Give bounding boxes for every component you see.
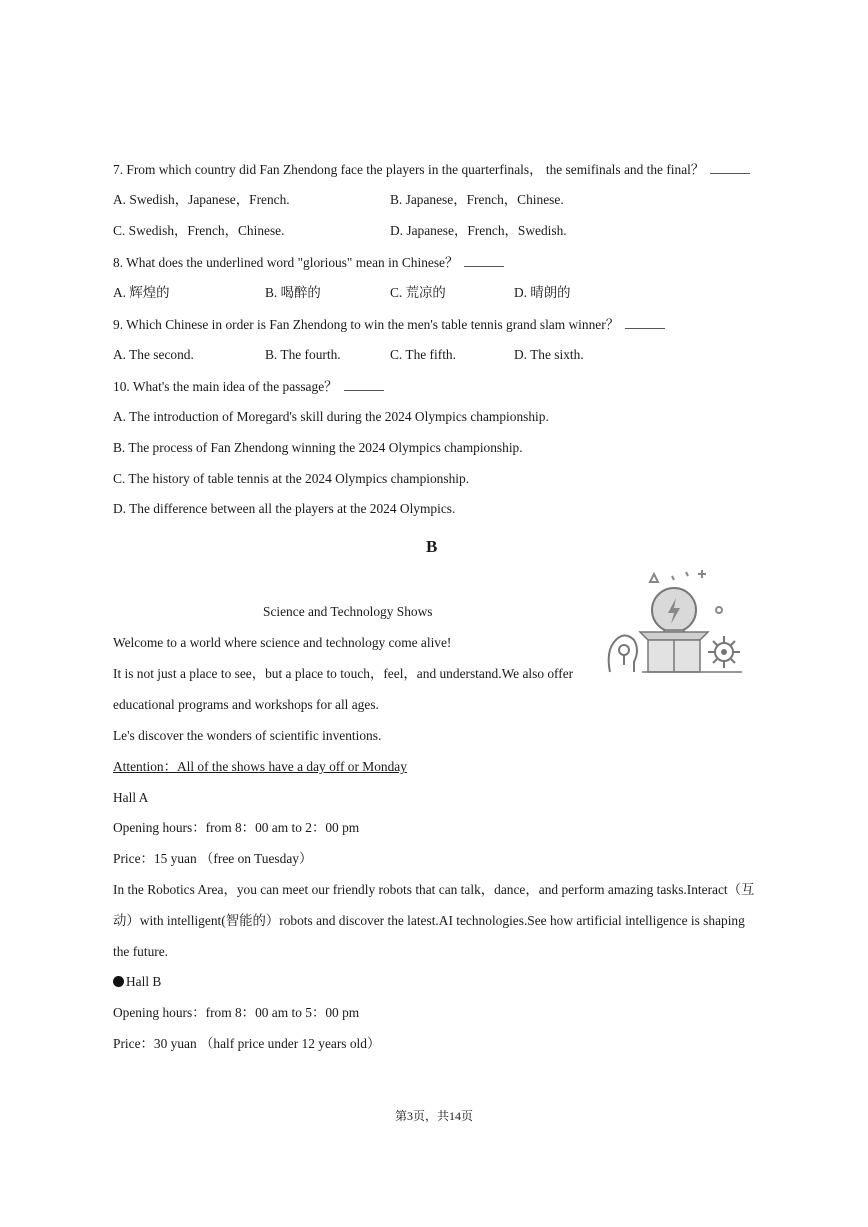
hall-a-hours: Opening hours：from 8：00 am to 2：00 pm xyxy=(113,820,360,835)
q7-option-b: B. Japanese，French，Chinese. xyxy=(390,192,564,207)
hall-a-desc-3: the future. xyxy=(113,944,169,959)
q8-option-d: D. 晴朗的 xyxy=(514,285,571,300)
answer-blank xyxy=(344,378,384,391)
q7-option-d: D. Japanese，French，Swedish. xyxy=(390,223,567,238)
passage-title: Science and Technology Shows xyxy=(263,604,433,619)
page-footer: 第3页，共14页 xyxy=(394,1109,473,1123)
answer-blank xyxy=(625,316,665,329)
hall-a-name: Hall A xyxy=(113,790,149,805)
q10-option-a: A. The introduction of Moregard's skill during the 2024 Olympics championship. xyxy=(113,409,549,424)
hall-b-name: Hall B xyxy=(126,974,162,989)
hall-a-desc-2: 动）with intelligent(智能的）robots and discover the latest.AI technologies.See how artificial intelligence is shaping xyxy=(113,913,745,928)
q8-option-a: A. 辉煌的 xyxy=(113,285,170,300)
q8-question: 8. What does the underlined word "glorious" mean in Chinese？ xyxy=(113,254,504,271)
intro-line-3: educational programs and workshops for all ages. xyxy=(113,697,379,712)
answer-blank xyxy=(710,161,750,174)
q9-option-c: C. The fifth. xyxy=(390,347,456,362)
q9-option-b: B. The fourth. xyxy=(265,347,341,362)
answer-blank xyxy=(464,254,504,267)
q7-option-c: C. Swedish，French，Chinese. xyxy=(113,223,285,238)
hall-b-hours: Opening hours：from 8：00 am to 5：00 pm xyxy=(113,1005,360,1020)
intro-line-1: Welcome to a world where science and technology come alive! xyxy=(113,635,452,650)
q8-option-b: B. 喝醉的 xyxy=(265,285,321,300)
q8-option-c: C. 荒凉的 xyxy=(390,285,446,300)
q9-option-a: A. The second. xyxy=(113,347,194,362)
section-letter: B xyxy=(426,537,438,556)
q9-option-d: D. The sixth. xyxy=(514,347,584,362)
hall-b-price: Price：30 yuan （half price under 12 years old） xyxy=(113,1036,381,1051)
q10-option-d: D. The difference between all the players at the 2024 Olympics. xyxy=(113,501,456,516)
hall-b-heading xyxy=(113,974,161,990)
intro-line-4: Le's discover the wonders of scientific inventions. xyxy=(113,728,382,743)
q10-question: 10. What's the main idea of the passage？ xyxy=(113,378,384,395)
attention-note: Attention：All of the shows have a day off or Monday xyxy=(113,759,407,774)
q7-question: 7. From which country did Fan Zhendong face the players in the quarterfinals， the semifinals and the final？ xyxy=(113,161,750,178)
hall-a-price: Price：15 yuan （free on Tuesday） xyxy=(113,851,313,866)
q10-option-c: C. The history of table tennis at the 2024 Olympics championship. xyxy=(113,471,470,486)
intro-line-2: It is not just a place to see，but a place to touch，feel，and understand.We also offer xyxy=(113,666,574,681)
q9-question: 9. Which Chinese in order is Fan Zhendong to win the men's table tennis grand slam winner？ xyxy=(113,316,665,333)
lightbulb-box-illustration xyxy=(602,570,752,680)
bullet-icon xyxy=(113,976,124,987)
hall-a-desc-1: In the Robotics Area，you can meet our friendly robots that can talk，dance，and perform amazing tasks.Interact（互 xyxy=(113,882,755,897)
q10-option-b: B. The process of Fan Zhendong winning the 2024 Olympics championship. xyxy=(113,440,523,455)
q7-option-a: A. Swedish，Japanese，French. xyxy=(113,192,290,207)
